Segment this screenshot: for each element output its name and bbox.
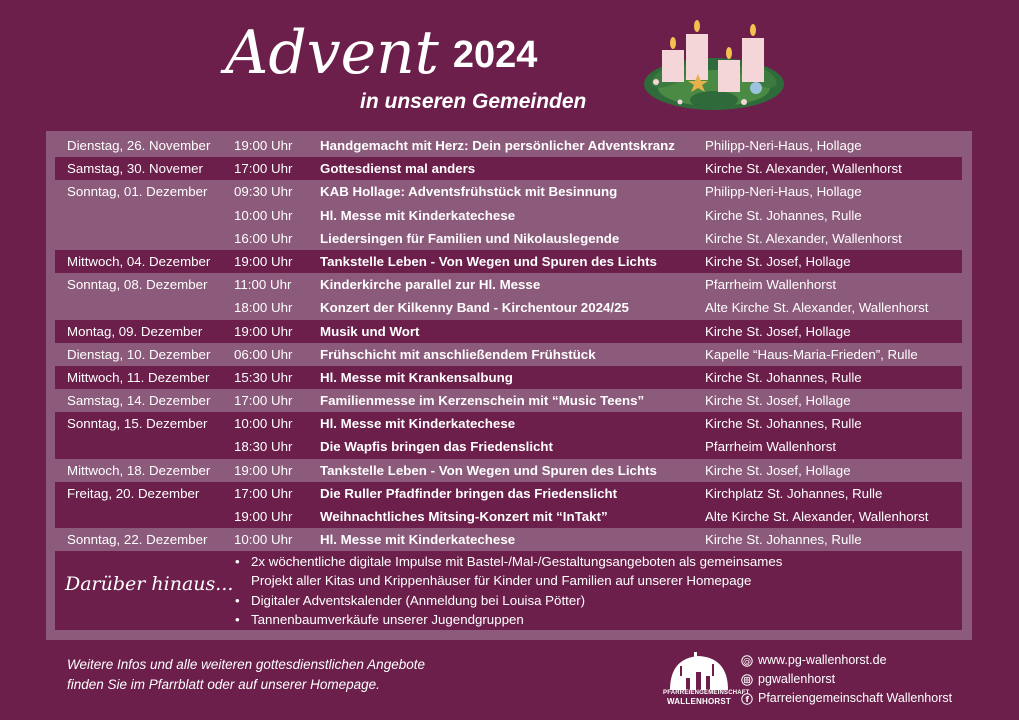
table-row: [55, 505, 962, 528]
event-title: Familienmesse im Kerzenschein mit “Music Teens”: [320, 393, 645, 409]
event-location: Kirche St. Johannes, Rulle: [705, 416, 862, 432]
schedule-group: [55, 273, 962, 319]
event-location: Philipp-Neri-Haus, Hollage: [705, 138, 862, 153]
event-time: 10:00 Uhr: [234, 207, 293, 223]
table-row: [55, 250, 962, 273]
schedule-group: [55, 320, 962, 343]
event-time: 19:00 Uhr: [234, 253, 293, 269]
schedule-group: [55, 459, 962, 482]
schedule-group: [55, 250, 962, 273]
event-location: Philipp-Neri-Haus, Hollage: [705, 184, 862, 200]
event-time: 19:00 Uhr: [234, 462, 293, 478]
list-item: [235, 591, 782, 610]
footer-note-line-2: finden Sie im Pfarrblatt oder auf unserer Homepage.: [67, 677, 380, 692]
facebook-text: Pfarreiengemeinschaft Wallenhorst: [758, 691, 953, 705]
event-time: 17:00 Uhr: [234, 485, 293, 501]
event-time: 10:00 Uhr: [234, 532, 293, 548]
event-time: 18:00 Uhr: [234, 300, 293, 316]
instagram-link[interactable]: [741, 670, 952, 689]
event-title: Tankstelle Leben - Von Wegen und Spuren des Lichts: [320, 253, 657, 269]
event-location: Alte Kirche St. Alexander, Wallenhorst: [705, 300, 929, 316]
event-time: 17:00 Uhr: [234, 161, 293, 177]
event-time: 17:00 Uhr: [234, 393, 293, 409]
event-title: Kinderkirche parallel zur Hl. Messe: [320, 277, 541, 293]
bullet-2: Digitaler Adventskalender (Anmeldung bei Louisa Pötter): [251, 592, 586, 608]
event-title: Hl. Messe mit Kinderkatechese: [320, 532, 516, 548]
event-title: Weihnachtliches Mitsing-Konzert mit “InTakt”: [320, 509, 608, 524]
facebook-link[interactable]: [741, 689, 952, 708]
list-item: [235, 610, 782, 629]
additional-offers-label: Darüber hinaus...: [65, 573, 234, 595]
event-title: Konzert der Kilkenny Band - Kirchentour 2024/25: [320, 300, 629, 316]
event-time: 19:00 Uhr: [234, 509, 293, 524]
event-location: Kirche St. Alexander, Wallenhorst: [705, 230, 902, 246]
table-row: [55, 273, 962, 296]
table-row: [55, 296, 962, 319]
svg-text:@: @: [743, 656, 751, 666]
event-date: Sonntag, 22. Dezember: [67, 532, 208, 548]
advent-wreath-icon: [640, 14, 788, 124]
event-location: Kirche St. Josef, Hollage: [705, 253, 851, 269]
event-location: Kirche St. Josef, Hollage: [705, 393, 851, 409]
bullet-1-line-2: Projekt aller Kitas und Krippenhäuser für Kinder und Familien auf unserer Homepage: [251, 573, 752, 589]
event-title: Handgemacht mit Herz: Dein persönlicher Adventskranz: [320, 138, 675, 153]
table-row: [55, 435, 962, 458]
event-location: Kirche St. Alexander, Wallenhorst: [705, 161, 902, 177]
event-title: Liedersingen für Familien und Nikolauslegende: [320, 230, 620, 246]
event-title: Hl. Messe mit Krankensalbung: [320, 369, 513, 385]
schedule-group: [55, 180, 962, 250]
event-date: Sonntag, 01. Dezember: [67, 184, 208, 200]
bullet-1-line-1: 2x wöchentliche digitale Impulse mit Bastel-/Mal-/Gestaltungsangeboten als gemeinsames: [251, 554, 783, 569]
event-date: Mittwoch, 18. Dezember: [67, 462, 211, 478]
table-row: [55, 389, 962, 412]
event-date: Samstag, 30. Novemer: [67, 161, 203, 177]
page-title: [225, 18, 537, 96]
schedule-group: [55, 482, 962, 528]
logo-line-2: WALLENHORST: [667, 697, 731, 706]
website-text: www.pg-wallenhorst.de: [758, 653, 887, 667]
at-icon: [741, 655, 753, 667]
event-date: Montag, 09. Dezember: [67, 323, 203, 339]
table-row: [55, 320, 962, 343]
event-time: 19:00 Uhr: [234, 323, 293, 339]
bullet-3: Tannenbaumverkäufe unserer Jugendgruppen: [251, 611, 524, 627]
additional-offers-list: [235, 552, 782, 629]
event-date: Sonntag, 08. Dezember: [67, 277, 208, 293]
event-title: Hl. Messe mit Kinderkatechese: [320, 207, 516, 223]
schedule-group: [55, 343, 962, 366]
table-row: [55, 366, 962, 389]
event-location: Kapelle “Haus-Maria-Frieden”, Rulle: [705, 346, 918, 362]
footer-note-line-1: Weitere Infos und alle weiteren gottesdienstlichen Angebote: [67, 657, 425, 672]
event-title: KAB Hollage: Adventsfrühstück mit Besinnung: [320, 184, 618, 200]
event-title: Musik und Wort: [320, 323, 420, 339]
event-title: Hl. Messe mit Kinderkatechese: [320, 416, 516, 432]
instagram-icon: [741, 674, 753, 686]
table-row: [55, 459, 962, 482]
table-row: [55, 528, 962, 551]
logo-line-1: PFARREIENGEMEINSCHAFT: [663, 690, 750, 696]
event-date: Sonntag, 15. Dezember: [67, 416, 208, 432]
table-row: [55, 227, 962, 250]
schedule-table: [55, 134, 962, 551]
event-location: Pfarrheim Wallenhorst: [705, 439, 837, 455]
event-time: 19:00 Uhr: [234, 138, 293, 153]
table-row: [55, 157, 962, 180]
event-location: Kirche St. Johannes, Rulle: [705, 207, 862, 223]
event-title: Frühschicht mit anschließendem Frühstück: [320, 346, 596, 362]
event-location: Kirche St. Josef, Hollage: [705, 462, 851, 478]
event-time: 16:00 Uhr: [234, 230, 293, 246]
event-location: Alte Kirche St. Alexander, Wallenhorst: [705, 509, 929, 524]
event-title: Tankstelle Leben - Von Wegen und Spuren des Lichts: [320, 462, 657, 478]
facebook-icon: [741, 693, 753, 705]
svg-text:f: f: [745, 694, 749, 704]
event-date: Dienstag, 10. Dezember: [67, 346, 211, 362]
event-location: Kirche St. Johannes, Rulle: [705, 369, 862, 385]
event-title: Gottesdienst mal anders: [320, 161, 476, 177]
event-location: Kirche St. Johannes, Rulle: [705, 532, 862, 548]
schedule-group: [55, 389, 962, 412]
event-location: Pfarrheim Wallenhorst: [705, 277, 837, 293]
event-title: Die Wapfis bringen das Friedenslicht: [320, 439, 553, 455]
table-row: [55, 412, 962, 435]
table-row: [55, 134, 962, 157]
event-location: Kirchplatz St. Johannes, Rulle: [705, 485, 883, 501]
event-date: Dienstag, 26. November: [67, 138, 211, 153]
event-time: 06:00 Uhr: [234, 346, 293, 362]
website-link[interactable]: [741, 651, 952, 670]
table-row: [55, 180, 962, 203]
list-item: [235, 552, 782, 591]
table-row: [55, 204, 962, 227]
schedule-group: [55, 157, 962, 180]
instagram-text: pgwallenhorst: [758, 672, 836, 686]
schedule-group: [55, 134, 962, 157]
event-time: 18:30 Uhr: [234, 439, 293, 455]
event-date: Mittwoch, 04. Dezember: [67, 253, 211, 269]
event-date: Samstag, 14. Dezember: [67, 393, 211, 409]
event-date: Mittwoch, 11. Dezember: [67, 369, 210, 385]
event-title: Die Ruller Pfadfinder bringen das Friedenslicht: [320, 485, 618, 501]
page-subtitle: in unseren Gemeinden: [360, 90, 587, 113]
title-year: 2024: [452, 34, 538, 76]
footer-note: [67, 655, 425, 695]
event-time: 15:30 Uhr: [234, 369, 293, 385]
contact-info: [741, 651, 952, 708]
additional-offers: [55, 551, 962, 630]
event-date: Freitag, 20. Dezember: [67, 485, 200, 501]
schedule-group: [55, 366, 962, 389]
event-location: Kirche St. Josef, Hollage: [705, 323, 851, 339]
schedule-group: [55, 412, 962, 458]
logo-text: [663, 690, 750, 706]
table-row: [55, 343, 962, 366]
table-row: [55, 482, 962, 505]
event-time: 10:00 Uhr: [234, 416, 293, 432]
title-word: Advent: [225, 18, 439, 88]
event-time: 09:30 Uhr: [234, 184, 293, 200]
schedule-group: [55, 528, 962, 551]
event-time: 11:00 Uhr: [234, 277, 292, 293]
